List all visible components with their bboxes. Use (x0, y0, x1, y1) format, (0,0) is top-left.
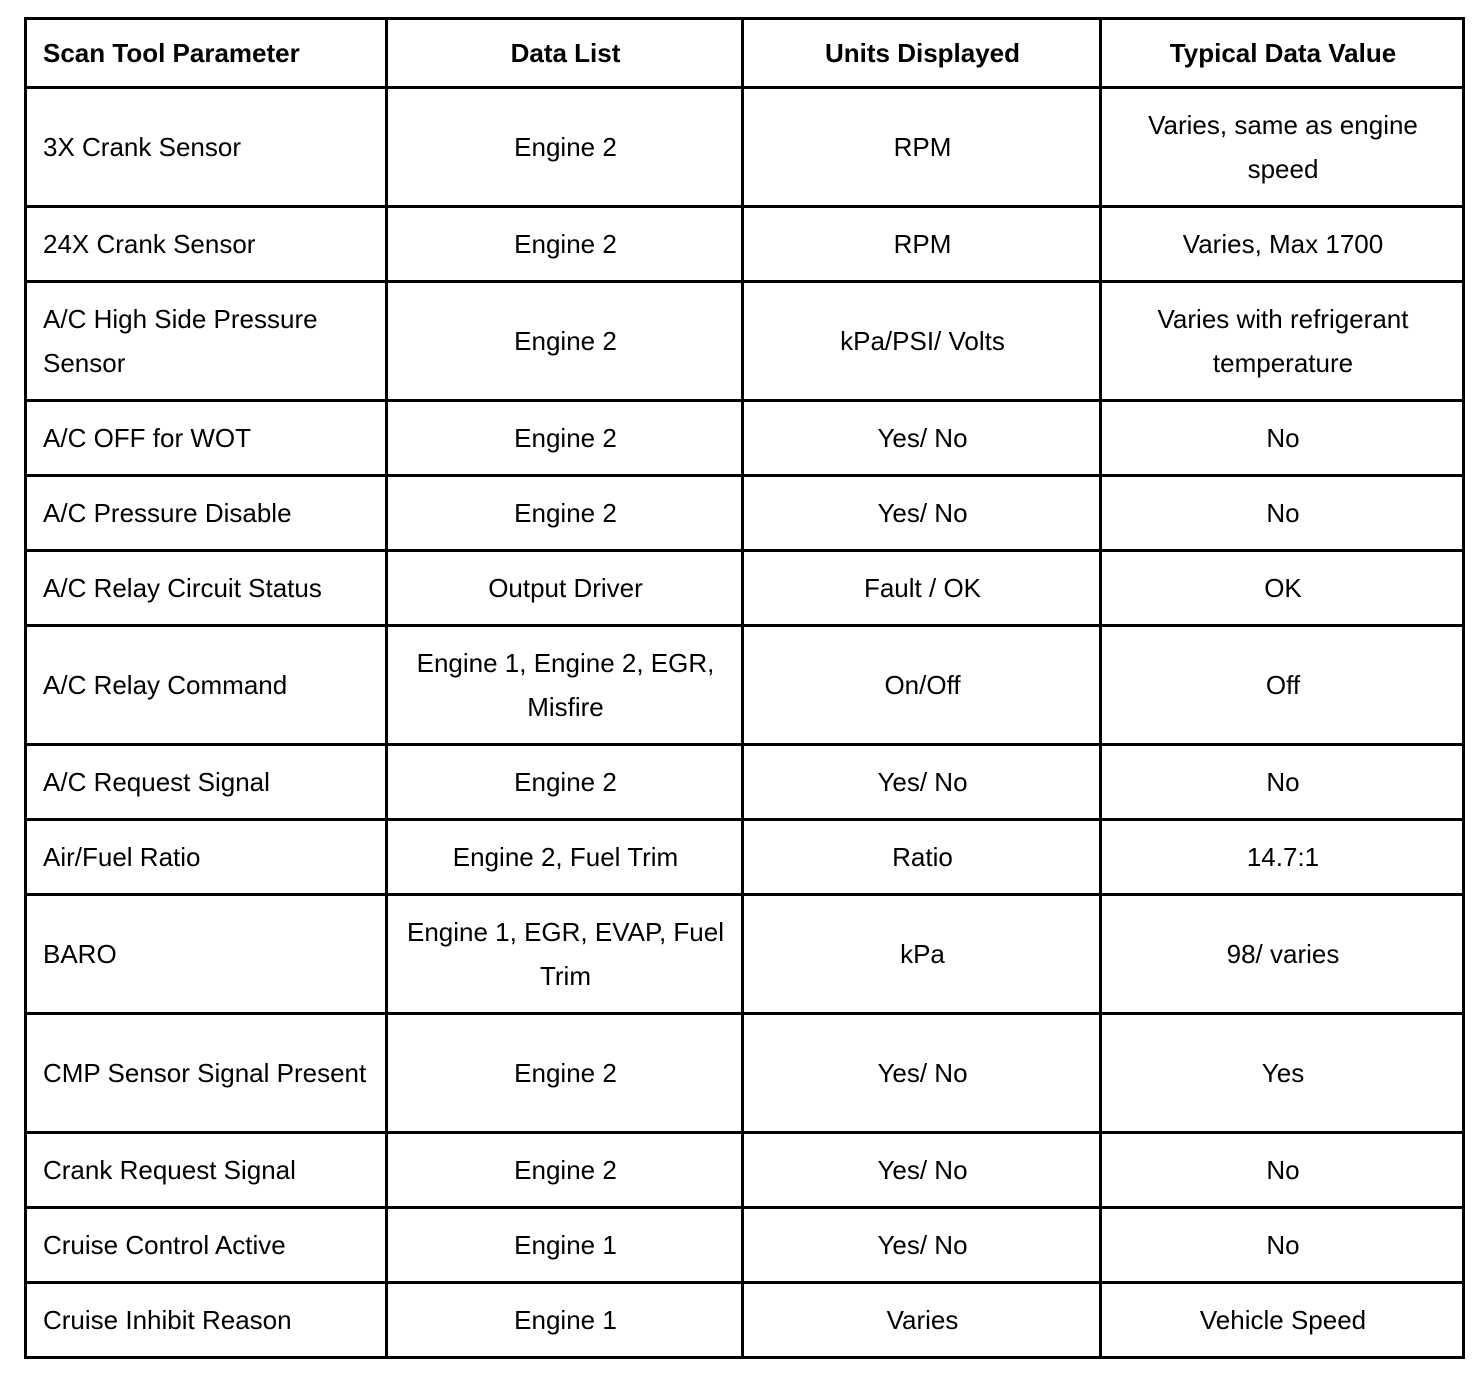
data-list-cell: Engine 1, EGR, EVAP, Fuel Trim (387, 895, 743, 1014)
typical-value-cell: No (1101, 745, 1464, 820)
parameter-cell: A/C Request Signal (26, 745, 387, 820)
table-row (26, 282, 1464, 401)
scan-tool-data-table (24, 17, 1465, 1359)
header-typical-data-value: Typical Data Value (1101, 19, 1464, 88)
header-units-displayed: Units Displayed (743, 19, 1101, 88)
typical-value-cell: Vehicle Speed (1101, 1283, 1464, 1358)
typical-value-cell: Varies, Max 1700 (1101, 207, 1464, 282)
data-list-cell: Engine 1, Engine 2, EGR, Misfire (387, 626, 743, 745)
parameter-cell: CMP Sensor Signal Present (26, 1014, 387, 1133)
parameter-cell: Crank Request Signal (26, 1133, 387, 1208)
data-list-cell: Engine 2 (387, 1014, 743, 1133)
table-row (26, 401, 1464, 476)
table-row (26, 207, 1464, 282)
units-cell: RPM (743, 207, 1101, 282)
data-list-cell: Engine 2 (387, 1133, 743, 1208)
units-cell: Yes/ No (743, 1208, 1101, 1283)
units-cell: Yes/ No (743, 401, 1101, 476)
units-cell: Ratio (743, 820, 1101, 895)
parameter-cell: 24X Crank Sensor (26, 207, 387, 282)
units-cell: RPM (743, 88, 1101, 207)
parameter-cell: A/C Relay Command (26, 626, 387, 745)
table-row (26, 626, 1464, 745)
typical-value-cell: No (1101, 401, 1464, 476)
typical-value-cell: 98/ varies (1101, 895, 1464, 1014)
typical-value-cell: Varies, same as engine speed (1101, 88, 1464, 207)
table-row (26, 1133, 1464, 1208)
typical-value-cell: No (1101, 1133, 1464, 1208)
units-cell: Yes/ No (743, 745, 1101, 820)
table-row (26, 476, 1464, 551)
parameter-cell: Air/Fuel Ratio (26, 820, 387, 895)
units-cell: On/Off (743, 626, 1101, 745)
parameter-cell: 3X Crank Sensor (26, 88, 387, 207)
table-row (26, 551, 1464, 626)
parameter-cell: A/C OFF for WOT (26, 401, 387, 476)
units-cell: kPa (743, 895, 1101, 1014)
parameter-cell: A/C High Side Pressure Sensor (26, 282, 387, 401)
typical-value-cell: Off (1101, 626, 1464, 745)
data-list-cell: Engine 2 (387, 282, 743, 401)
table-row (26, 1283, 1464, 1358)
data-list-cell: Engine 2 (387, 207, 743, 282)
typical-value-cell: 14.7:1 (1101, 820, 1464, 895)
parameter-cell: BARO (26, 895, 387, 1014)
table-row (26, 820, 1464, 895)
units-cell: Yes/ No (743, 476, 1101, 551)
data-list-cell: Output Driver (387, 551, 743, 626)
data-list-cell: Engine 2 (387, 88, 743, 207)
header-data-list: Data List (387, 19, 743, 88)
table-row (26, 1014, 1464, 1133)
data-list-cell: Engine 1 (387, 1283, 743, 1358)
typical-value-cell: OK (1101, 551, 1464, 626)
parameter-cell: A/C Relay Circuit Status (26, 551, 387, 626)
table-row (26, 88, 1464, 207)
table-row (26, 1208, 1464, 1283)
header-row (26, 19, 1464, 88)
typical-value-cell: Varies with refrigerant temperature (1101, 282, 1464, 401)
units-cell: Varies (743, 1283, 1101, 1358)
units-cell: Yes/ No (743, 1014, 1101, 1133)
units-cell: kPa/PSI/ Volts (743, 282, 1101, 401)
parameter-cell: Cruise Control Active (26, 1208, 387, 1283)
data-list-cell: Engine 1 (387, 1208, 743, 1283)
data-list-cell: Engine 2 (387, 745, 743, 820)
data-list-cell: Engine 2 (387, 476, 743, 551)
units-cell: Yes/ No (743, 1133, 1101, 1208)
parameter-cell: A/C Pressure Disable (26, 476, 387, 551)
typical-value-cell: No (1101, 476, 1464, 551)
data-list-cell: Engine 2 (387, 401, 743, 476)
table-row (26, 745, 1464, 820)
table-row (26, 895, 1464, 1014)
units-cell: Fault / OK (743, 551, 1101, 626)
header-scan-tool-parameter: Scan Tool Parameter (26, 19, 387, 88)
typical-value-cell: No (1101, 1208, 1464, 1283)
data-list-cell: Engine 2, Fuel Trim (387, 820, 743, 895)
typical-value-cell: Yes (1101, 1014, 1464, 1133)
parameter-cell: Cruise Inhibit Reason (26, 1283, 387, 1358)
